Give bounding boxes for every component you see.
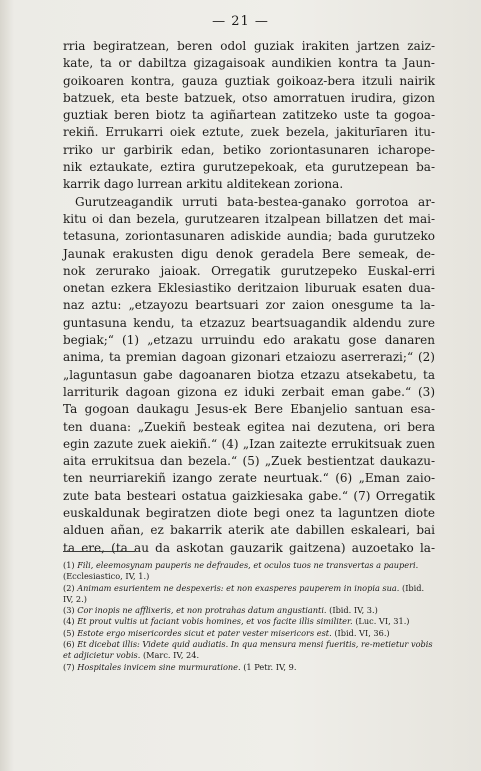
text-line: Ta gogoan daukagu Jesus-ek Bere Ebanjelio santuan esa-: [63, 402, 435, 417]
footnote: [63, 639, 435, 662]
footnote-text: Animam esurientem ne despexeris: et non exasperes pauperem in inopia sua.: [77, 582, 402, 593]
footnote-number: (1): [63, 560, 78, 570]
footnote-number: (3): [63, 605, 78, 616]
text-line: larriturik dagoan gizona ez iduki zerbait eman gabe.“ (3): [63, 384, 435, 399]
text-line: „laguntasun gabe dagoanaren biotza etzazu atsekabetu, ta: [63, 367, 435, 382]
text-line: kate, ta or dabiltza gizagaisoak aundikien kontra ta Jaun-: [63, 56, 435, 71]
text-line: nik eztaukate, eztira gurutzepekoak, eta gurutzepean ba-: [63, 160, 435, 175]
text-line: egin zazute zuek aiekiñ.“ (4) „Izan zaitezte errukitsuak zuen: [63, 436, 435, 451]
footnote-text: Et prout vultis ut faciant vobis homines, et vos facite illis similiter.: [77, 616, 356, 627]
text-line: ten neurriarekiñ izango zerate neurtuak.“ (6) „Eman zaio-: [63, 471, 435, 486]
footnote: [63, 628, 435, 639]
footnote-reference: (Ibid. IV, 2.): [63, 582, 425, 604]
text-line: batzuek, eta beste batzuek, otso amorratuen irudira, gizon: [63, 90, 435, 105]
footnote-reference: (Ibid. VI, 36.): [334, 627, 390, 638]
text-line: begiak;“ (1) „etzazu urruindu edo arakatu gose danaren: [63, 333, 435, 348]
body-text: [63, 38, 435, 557]
footnote-text: Fili, eleemosynam pauperis ne defraudes, et oculos tuos ne transvertas a pauperi.: [77, 560, 419, 570]
text-line: onetan ezkera Eklesiastiko deritzaion liburuak esaten dua-: [63, 281, 435, 296]
footnote-divider: [63, 551, 135, 552]
footnote-number: (7): [63, 661, 78, 672]
footnote: [63, 662, 435, 673]
text-line: naz aztu: „etzayozu beartsuari zor zaion onesgume ta la-: [63, 298, 435, 313]
text-line: ta ere, (ta au da askotan gauzarik gaitzena) auzoetako la-: [63, 540, 435, 555]
text-line: rekiñ. Errukarri oiek eztute, zuek bezela, jakiturīaren itu-: [63, 125, 435, 140]
footnote-number: (2): [63, 582, 78, 593]
footnote: [63, 616, 435, 627]
footnote-text: Estote ergo misericordes sicut et pater vester misericors est.: [77, 627, 335, 638]
text-line: rriko ur garbirik edan, betiko zoriontasunaren icharope-: [63, 142, 435, 157]
footnote-number: (5): [63, 627, 78, 638]
text-line: ten duana: „Zuekiñ besteak egitea nai dezutena, ori bera: [63, 419, 435, 434]
text-line: alduen añan, ez bakarrik aterik ate dabillen eskaleari, bai: [63, 523, 435, 538]
text-line: guntasuna kendu, ta etzazuz beartsuagandik aldendu zure: [63, 315, 435, 330]
footnote-text: Cor inopis ne afflixeris, et non protrahas datum angustianti.: [77, 605, 330, 616]
text-line: kitu oi dan bezela, gurutzearen itzalpean billatzen det mai-: [63, 211, 435, 226]
text-line: tetasuna, zoriontasunaren adiskide aundia; bada gurutzeko: [63, 229, 435, 244]
footnote: [63, 560, 435, 583]
text-line: rria begiratzean, beren odol guziak irakiten jartzen zaiz-: [63, 39, 435, 53]
footnote-number: (4): [63, 616, 78, 627]
footnote-reference: (Ecclesiastico, IV, 1.): [63, 571, 150, 582]
footnote-text: Et dicebat illis: Videte quid audiatis. In qua mensura mensi fueritis, re-metietur vobis et adjicietur vobis.: [63, 639, 433, 661]
text-line: Jaunak erakusten digu denok geradela Bere semeak, de-: [63, 246, 435, 261]
footnote-text: Hospitales invicem sine murmuratione.: [77, 661, 244, 672]
page-number: — 21 —: [212, 14, 269, 29]
footnote-reference: (Ibid. IV, 3.): [329, 605, 378, 616]
footnote: [63, 605, 435, 616]
footnote-reference: (Luc. VI, 31.): [355, 616, 410, 627]
footnotes: [63, 560, 435, 673]
text-line: zute bata besteari ostatua gaizkiesaka gabe.“ (7) Orregatik: [63, 488, 435, 503]
text-line: nok zerurako jaioak. Orregatik gurutzepeko Euskal-erri: [63, 263, 435, 278]
footnote-number: (6): [63, 639, 78, 650]
footnote-reference: (Marc. IV, 24.: [142, 650, 200, 661]
text-line: goikoaren kontra, gauza guztiak goikoaz-bera itzuli nairik: [63, 73, 435, 88]
footnote: [63, 583, 435, 606]
text-line: euskaldunak begiratzen diote begi onez ta laguntzen diote: [63, 506, 435, 521]
text-line: Gurutzeagandik urruti bata-bestea-ganako gorrotoa ar-: [75, 194, 435, 209]
text-line: aita errukitsua dan bezela.“ (5) „Zuek bestientzat daukazu-: [63, 454, 435, 469]
text-line: anima, ta premian dagoan gizonari etzaiozu aserrerazi;“ (2): [63, 350, 435, 365]
footnote-reference: (1 Petr. IV, 9.: [243, 661, 297, 672]
text-line: karrik dago lurrean arkitu alditekean zoriona.: [63, 177, 344, 192]
text-line: guztiak beren biotz ta agiñartean zatitzeko uste ta gogoa-: [63, 108, 435, 123]
